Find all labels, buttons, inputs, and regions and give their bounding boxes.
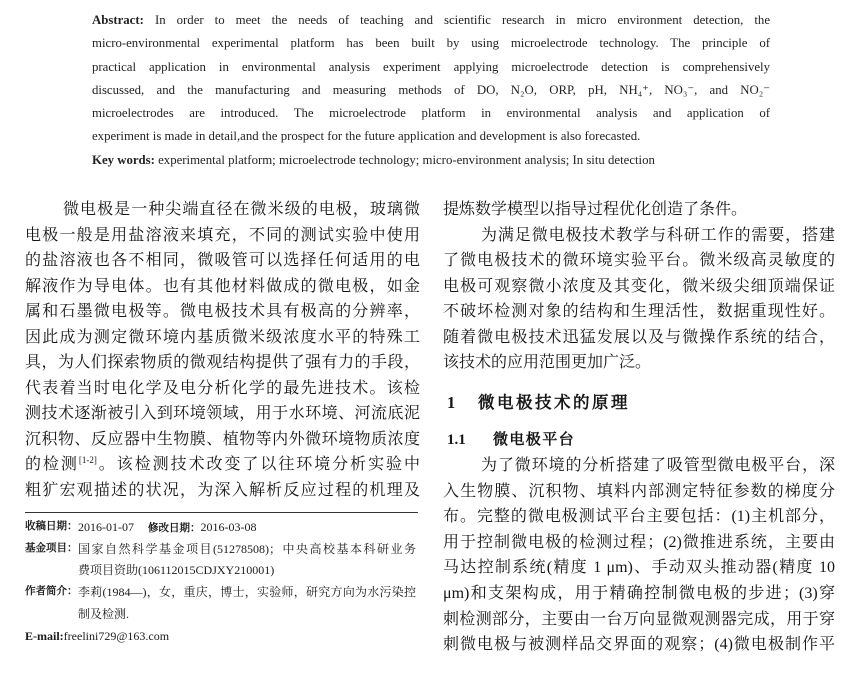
body-line-with-citation (25, 452, 420, 478)
email-label: E-mail: (25, 629, 64, 643)
body-line: 用于控制微电极的检测过程；(2)微推进系统，主要由 (443, 533, 835, 551)
footnote-rule (25, 512, 418, 513)
body-line: 的盐溶液也各不相同，微吸管可以选择任何适用的电 (25, 252, 420, 269)
abstract-label: Abstract: (92, 13, 144, 27)
body-line: 具，为人们探索物质的微观结构提供了强有力的手段， (25, 354, 420, 371)
body-line: 布。完整的微电极测试平台主要包括：(1)主机部分， (443, 508, 835, 526)
body-line: 电极一般是用盐溶液来填充，不同的测试实验中使用 (25, 226, 420, 244)
funding-label: 基金项目： (25, 543, 78, 554)
received-label: 收稿日期： (25, 521, 78, 532)
body-line: 为了微环境的分析搭建了吸管型微电极平台，深 (481, 457, 835, 474)
keywords-line (92, 149, 770, 172)
footnote-author-bio-continued: 制及检测. (78, 607, 130, 621)
body-line: 该技术的应用范围更加广泛。 (443, 354, 652, 371)
body-line: 解液作为导电体。也有其他材料做成的微电极，如金 (25, 277, 420, 295)
abstract-text: In order to meet the needs of teaching and scientific research in micro environment detection, the (154, 13, 770, 27)
body-line: 电极可观察微小浓度及其变化，微米级尖细顶端保证 (443, 277, 835, 295)
author-bio-label: 作者简介： (25, 586, 78, 597)
subsection-heading (443, 428, 575, 452)
body-line: 代表着当时电化学及电分析化学的最先进技术。该检 (25, 379, 420, 397)
revised-label: 修改日期： (148, 523, 201, 534)
body-line: 不破坏检测对象的结构和生理活性，数据重现性好。 (443, 303, 835, 320)
revised-date: 2016-03-08 (200, 520, 257, 534)
footnote-funding (25, 538, 418, 560)
body-line: 沉积物、反应器中生物膜、植物等内外微环境物质浓度 (25, 430, 420, 448)
section-title: 微电极技术的原理 (478, 393, 630, 412)
footnote-email (25, 625, 418, 647)
section-heading (443, 391, 630, 415)
subsection-title: 微电极平台 (493, 432, 576, 448)
left-column-body (25, 197, 420, 503)
received-date: 2016-01-07 (78, 520, 134, 534)
right-column-intro (443, 197, 835, 376)
email-address: freelini729@163.com (63, 629, 170, 643)
body-line: 入生物膜、沉积物、填料内部测定特征参数的梯度分 (443, 482, 835, 500)
author-bio-text: 李莉(1984—)，女，重庆，博士，实验师，研究方向为水污染控 (78, 585, 416, 599)
body-line: 粗犷宏观描述的状况，为深入解析反应过程的机理及 (25, 481, 420, 499)
body-line: 随着微电极技术迅猛发展以及与微操作系统的结合， (443, 328, 835, 346)
body-line: 提炼数学模型以指导过程优化创造了条件。 (443, 201, 748, 218)
body-line: 测技术逐渐被引入到环境领域，用于水环境、河流底泥 (25, 405, 420, 422)
footnote-author-bio (25, 581, 418, 603)
right-column-platform (443, 453, 835, 658)
abstract-line: discussed, and the manufacturing and measuring methods of DO, N₂O, ORP, pH, NH₄⁺, NO₃⁻, and NO₂⁻ (92, 82, 770, 97)
funding-text: 国家自然科学基金项目(51278508)；中央高校基本科研业务 (78, 542, 416, 556)
body-line: 了微电极技术的微环境实验平台。微米级高灵敏度的 (443, 252, 835, 269)
body-line: 微电极是一种尖端直径在微米级的电极，玻璃微 (63, 201, 420, 218)
body-line: 刺微电极与被测样品交界面的观察；(4)微电极制作平 (443, 636, 835, 654)
citation-line-before: 的检测 (25, 456, 79, 473)
footnote-funding-continued: 费项目资助(106112015CDJXY210001) (78, 563, 275, 577)
body-line: μm)和支架构成，用于精确控制微电极的步进；(3)穿 (443, 584, 835, 602)
abstract-line: micro-environmental experimental platform has been built by using microelectrode technology. The principle of (92, 36, 770, 51)
body-line: 刺检测部分，主要由一台万向显微观测器完成，用于穿 (443, 610, 835, 628)
body-line: 马达控制系统(精度 1 μm)、手动双头推动器(精度 10 (443, 559, 835, 577)
body-line: 属和石墨微电极等。微电极技术具有极高的分辨率， (25, 303, 420, 320)
footnote-dates (25, 516, 418, 538)
body-line: 为满足微电极技术教学与科研工作的需要，搭建 (481, 226, 835, 244)
abstract-block (92, 9, 770, 172)
abstract-line: practical application in environmental analysis experiment applying microelectrode detection is comprehensively (92, 59, 770, 74)
section-number: 1 (447, 393, 456, 412)
abstract-line: experiment is made in detail,and the prospect for the future application and development is also forecasted. (92, 129, 641, 144)
abstract-line (92, 9, 770, 32)
citation-line-after: 。该检测技术改变了以往环境分析实验中 (96, 456, 420, 473)
abstract-line: microelectrodes are introduced. The microelectrode platform in environmental analysis and application of (92, 106, 770, 121)
citation-superscript: [1-2] (78, 455, 97, 465)
subsection-number: 1.1 (447, 432, 466, 448)
body-line: 因此成为测定微环境内基质微米级浓度水平的特殊工 (25, 328, 420, 346)
keywords-text: experimental platform; microelectrode technology; micro-environment analysis; In situ detection (158, 152, 655, 167)
keywords-label: Key words: (92, 152, 155, 167)
